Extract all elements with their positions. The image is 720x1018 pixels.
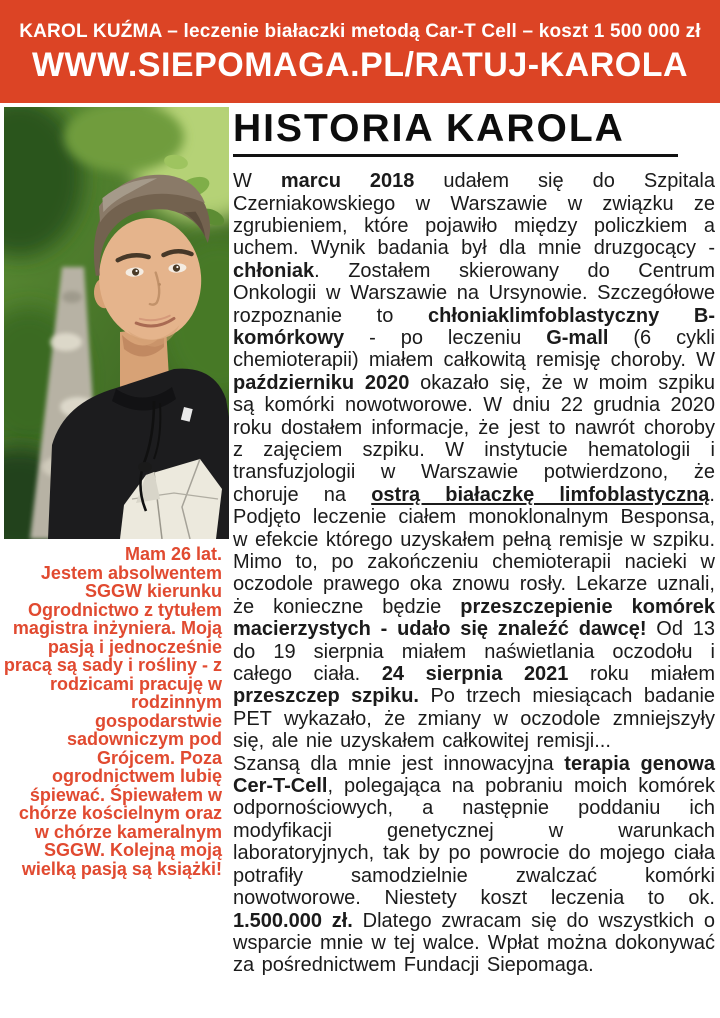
paragraph: W marcu 2018 udałem się do Szpitala Czerniakowskiego w Warszawie w związku ze zgrubieniem, które pojawiło między policzkiem a uchem. Wynik badania był dla mnie druzgocący - chłoniak. Zostałem skierowany do Centrum Onkologii w Warszawie na Ursynowie. Szczegółowe rozpoznanie to chłoniaklimfoblastyczny B-komórkowy - po leczeniu G-mall (6 cykli chemioterapii) miałem całkowitą remisję choroby. W październiku 2020 okazało się, że w moim szpiku są komórki nowotworowe. W dniu 22 grudnia 2020 roku dostałem informacje, że jest to nawrót choroby z zajęciem szpiku. W instytucie hematologii i transfuzjologii w Warszawie potwierdzono, że choruje na ostrą białaczkę limfoblastyczną. Podjęto leczenie ciałem monoklonalnym Besponsa, w efekcie którego uzyskałem pełną remisje w szpiku. Mimo to, po zakończeniu chemioterapii nacieki w oczodole prawego oka znowu rosły. Lekarze uznali, że konieczne będzie przeszczepienie komórek macierzystych - udało się znaleźć dawcę! Od 13 do 19 sierpnia miałem naświetlania oczodołu i całego ciała. 24 sierpnia 2021 roku miałem przeszczep szpiku. Po trzech miesiącach badanie PET wykazało, że zmiany w oczodole zmniejszyły się, ale nie uzyskałem całkowitej remisji...: [233, 170, 716, 753]
paragraph: Szansą dla mnie jest innowacyjna terapia genowa Cer-T-Cell, polegająca na pobraniu moich komórek odpornościowych, a następnie poddaniu ich modyfikacji genetycznej w warunkach laboratoryjnych, tak by po powrocie do mojego ciała potrafiły samodzielnie zwalczać komórki nowotworowe. Niestety koszt leczenia to ok. 1.500.000 zł. Dlatego zwracam się do wszystkich o wsparcie mnie w tej walce. Wpłat można dokonywać za pośrednictwem Fundacji Siepomaga.: [233, 752, 715, 977]
story-section: [233, 108, 715, 977]
banner: [0, 0, 720, 103]
paragraph: Mam 26 lat.: [124, 544, 222, 564]
story-title: HISTORIA KAROLA: [233, 107, 625, 150]
story-body: [233, 170, 715, 977]
bio-text: [2, 545, 222, 878]
title-underline: [233, 154, 678, 157]
portrait-photo-illustration: [4, 107, 229, 539]
portrait-photo: [4, 107, 229, 539]
fundraiser-url: WWW.SIEPOMAGA.PL/RATUJ-KAROLA: [31, 46, 689, 84]
paragraph: Jestem absolwentem SGGW kierunku Ogrodnictwo z tytułem magistra inżyniera. Moją pasją i jednocześnie pracą są sady i rośliny - z rodzicami pracuję w rodzinnym gospodarstwie sadowniczym pod Grójcem. Poza ogrodnictwem lubię śpiewać. Śpiewałem w chórze kościelnym oraz w chórze kameralnym SGGW. Kolejną moją wielką pasją są książki!: [3, 562, 222, 879]
banner-headline: KAROL KUŹMA – leczenie białaczki metodą Car-T Cell – koszt 1 500 000 zł: [19, 21, 701, 42]
